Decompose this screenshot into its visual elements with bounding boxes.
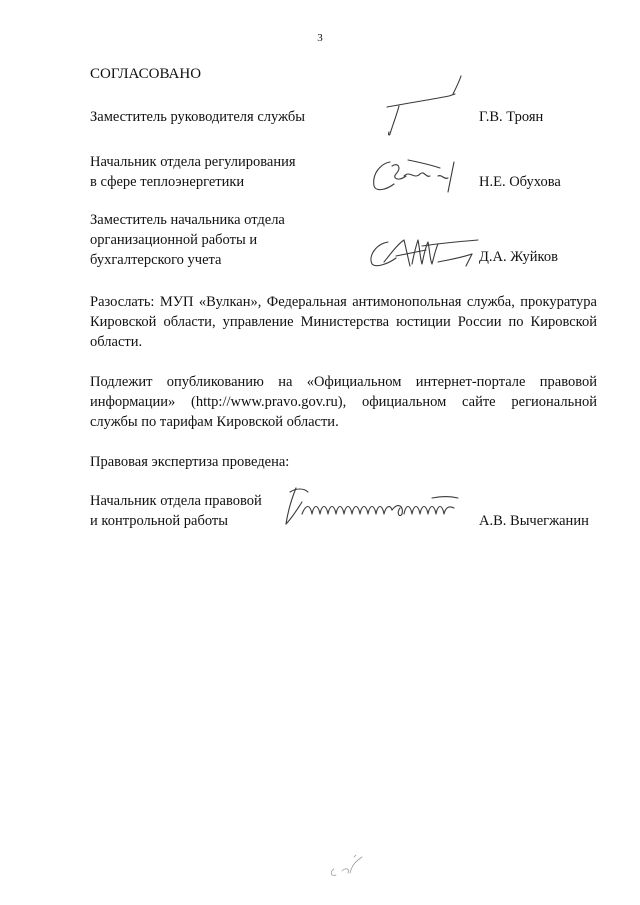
legal-review-text: Правовая экспертиза проведена: [90,454,290,470]
title-line: Заместитель руководителя службы [90,109,306,125]
signatory-title-org-deputy [90,210,370,270]
title-line: в сфере теплоэнергетики [90,174,245,190]
signatory-name-vychegzhanin: А.В. Вычегжанин [479,513,589,529]
title-line: Начальник отдела правовой [90,493,262,509]
signatory-name-troyan: Г.В. Троян [479,109,544,125]
signature-troyan [383,74,473,144]
publication-paragraph: Подлежит опубликованию на «Официальном интернет-портале правовой информации» (http://www.pravo.gov.ru), официальном сайте региональной службы по тарифам Кировской области. [90,374,597,430]
approval-heading: СОГЛАСОВАНО [90,66,202,82]
title-line: организационной работы и [90,232,258,248]
title-line: и контрольной работы [90,513,228,529]
title-line: Начальник отдела регулирования [90,154,296,170]
title-line: бухгалтерского учета [90,252,222,268]
signatory-name-zhuykov: Д.А. Жуйков [479,249,558,265]
title-line: Заместитель начальника отдела [90,212,285,228]
signatory-title-deputy-head [90,107,370,127]
signature-obukhova [368,156,468,196]
distribution-paragraph: Разослать: МУП «Вулкан», Федеральная антимонопольная служба, прокуратура Кировской области, управление Министерства юстиции России по Кировской области. [90,294,597,350]
signatory-title-regulation-head [90,152,370,192]
signature-vychegzhanin [282,484,462,529]
faint-handwritten-mark [326,853,366,883]
page-number: 3 [317,32,323,44]
signatory-name-obukhova: Н.Е. Обухова [479,174,561,190]
signature-zhuykov [366,234,481,274]
